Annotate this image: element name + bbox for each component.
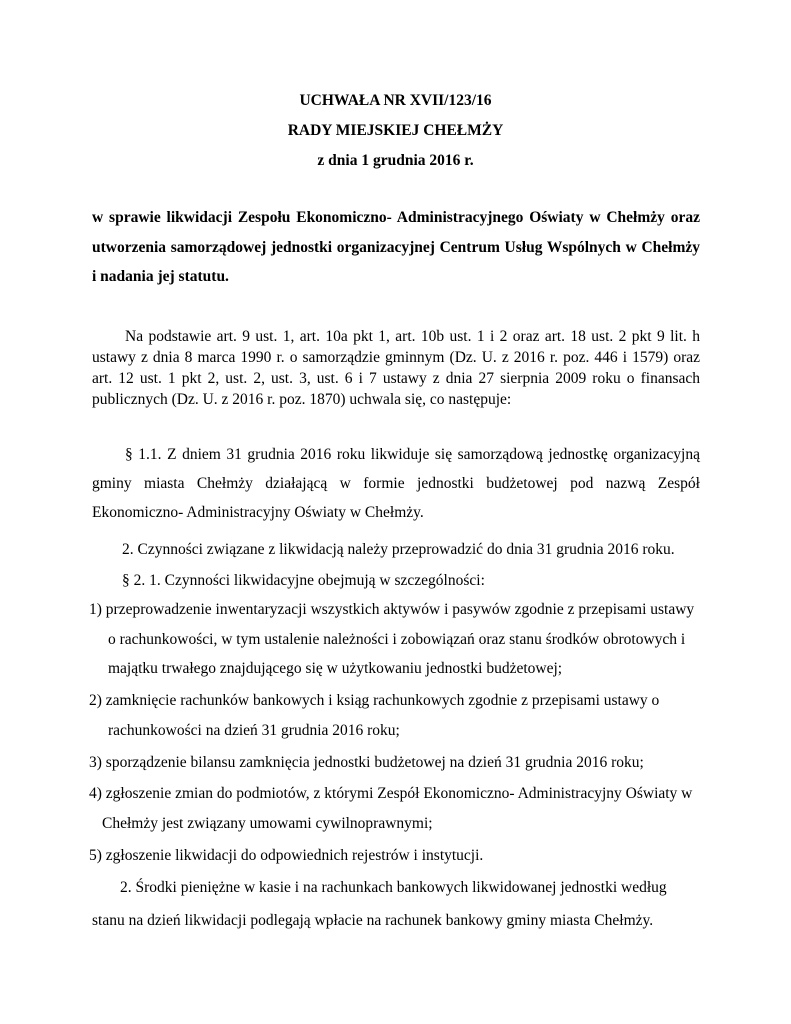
section2-intro: § 2. 1. Czynności likwidacyjne obejmują w szczególności: [122, 572, 485, 589]
preamble-line: publicznych (Dz. U. z 2016 r. poz. 1870) uchwala się, co następuje: [92, 391, 512, 408]
subject-line: w sprawie likwidacji Zespołu Ekonomiczno- Administracyjnego Oświaty w Chełmży oraz [92, 209, 700, 226]
section1-point2: 2. Czynności związane z likwidacją należy przeprowadzić do dnia 31 grudnia 2016 roku. [122, 541, 675, 558]
section2-point2-line: stanu na dzień likwidacji podlegają wpłacie na rachunek bankowy gminy miasta Chełmży. [92, 912, 654, 929]
subject-line: i nadania jej statutu. [92, 268, 229, 285]
section2-item-4: 4) zgłoszenie zmian do podmiotów, z którymi Zespół Ekonomiczno- Administracyjny Oświaty w [89, 785, 693, 802]
section2-point2-line: 2. Środki pieniężne w kasie i na rachunkach bankowych likwidowanej jednostki według [120, 879, 667, 896]
resolution-issuer: RADY MIEJSKIEJ CHEŁMŻY [287, 122, 504, 139]
section2-item-1-continued: o rachunkowości, w tym ustalenie należności i zobowiązań oraz stanu środków obrotowych i [108, 631, 686, 648]
section1-paragraph-line: § 1.1. Z dniem 31 grudnia 2016 roku likwiduje się samorządową jednostkę organizacyjną [125, 446, 700, 463]
section2-item-1-continued: majątku trwałego znajdującego się w użytkowaniu jednostki budżetowej; [108, 660, 563, 677]
section1-paragraph-line: Ekonomiczno- Administracyjny Oświaty w Chełmży. [92, 504, 424, 521]
section2-item-4-continued: Chełmży jest związany umowami cywilnoprawnymi; [102, 815, 433, 832]
section2-item-2-continued: rachunkowości na dzień 31 grudnia 2016 roku; [108, 722, 400, 739]
preamble-line: Na podstawie art. 9 ust. 1, art. 10a pkt 1, art. 10b ust. 1 i 2 oraz art. 18 ust. 2 pkt 9 lit. h [125, 328, 700, 345]
subject-line: utworzenia samorządowej jednostki organizacyjnej Centrum Usług Wspólnych w Chełmży [92, 239, 700, 256]
section2-item-3: 3) sporządzenie bilansu zamknięcia jednostki budżetowej na dzień 31 grudnia 2016 roku; [89, 754, 644, 771]
section2-item-1: 1) przeprowadzenie inwentaryzacji wszystkich aktywów i pasywów zgodnie z przepisami ustawy [89, 601, 695, 618]
section2-item-5: 5) zgłoszenie likwidacji do odpowiednich rejestrów i instytucji. [89, 847, 484, 864]
resolution-title: UCHWAŁA NR XVII/123/16 [299, 92, 492, 109]
resolution-date: z dnia 1 grudnia 2016 r. [317, 152, 474, 169]
preamble-line: art. 12 ust. 1 pkt 2, ust. 2, ust. 3, ust. 6 i 7 ustawy z dnia 27 sierpnia 2009 roku o finansach [92, 370, 700, 387]
section1-paragraph-line: gminy miasta Chełmży działającą w formie jednostki budżetowej pod nazwą Zespół [92, 475, 700, 492]
preamble-line: ustawy z dnia 8 marca 1990 r. o samorządzie gminnym (Dz. U. z 2016 r. poz. 446 i 1579) oraz [92, 349, 700, 366]
section2-item-2: 2) zamknięcie rachunków bankowych i ksiąg rachunkowych zgodnie z przepisami ustawy o [89, 692, 660, 709]
